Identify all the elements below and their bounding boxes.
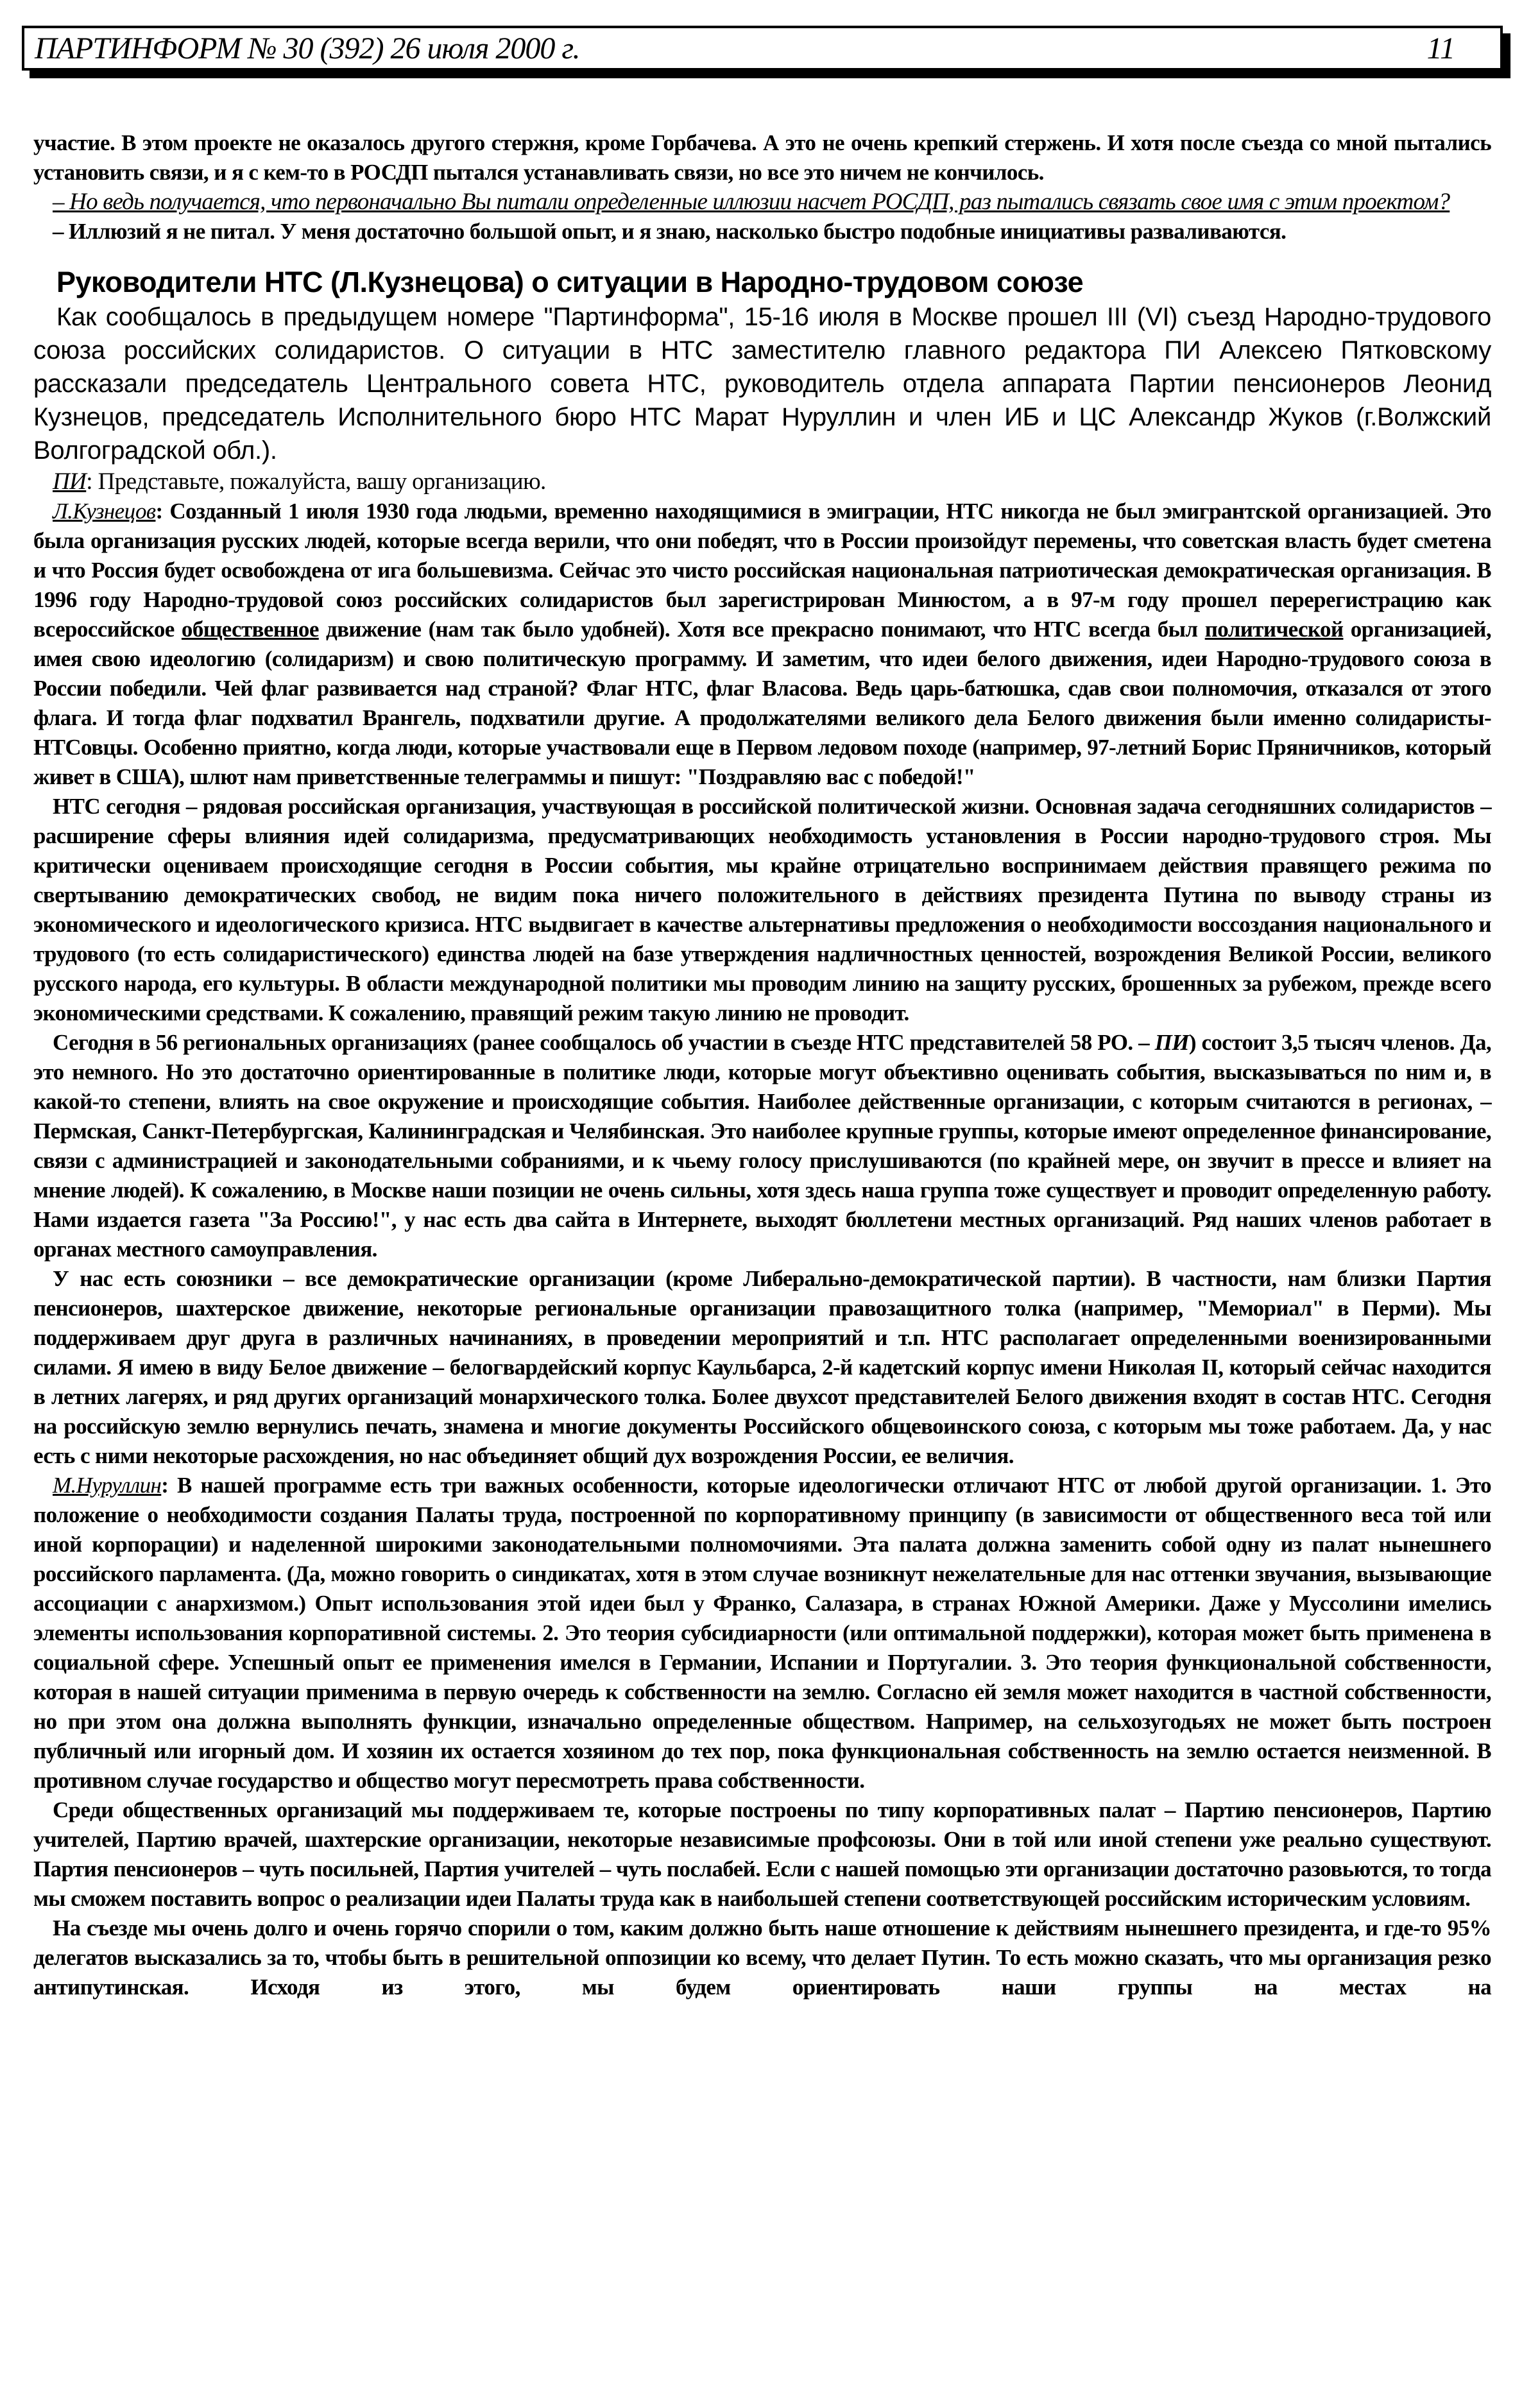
text-segment: У нас есть союзники – все демократические организации (кроме Либерально-демократической партии). В частности, нам близки Партия пенсионеров, шахтерское движение, некоторые региональные организации правозащитного толка (например, "Мемориал" в Перми). Мы поддерживаем друг друга в различных начинаниях, в проведении мероприятий и т.п. НТС располагает определенными военизированными силами. Я имею в виду Белое движение – белогвардейский корпус Каульбарса, 2-й кадетский корпус имени Николая II, который сейчас находится в летних лагерях, и ряд других организаций монархического толка. Более двухсот представителей Белого движения входят в состав НТС. Сегодня на российскую землю вернулись печать, знамена и многие документы Российского общевоинского союза, с которым мы тоже работаем. Да, у нас есть с ними некоторые расхождения, но нас объединяет общий дух возрождения России, ее величия. (33, 1266, 1491, 1468)
paragraph (33, 1264, 1491, 1471)
paragraph (33, 467, 1491, 497)
text-segment: общественное (181, 617, 319, 642)
text-segment: организацией, имея свою идеологию (солидаризм) и свою политическую программу. И заметим, что идеи белого движения, идеи Народно-трудового союза в России победили. Чей флаг развивается над страной? Флаг НТС, флаг Власова. Ведь царь-батюшка, сдав свои полномочия, отказался от этого флага. И тогда флаг подхватил Врангель, подхватили другие. А продолжателями великого дела Белого движения были именно солидаристы-НТСовцы. Особенно приятно, когда люди, которые участвовали еще в Первом ледовом походе (например, 97-летний Борис Пряничников, который живет в США), шлют нам приветственные телеграммы и пишут: "Поздравляю вас с победой!" (33, 617, 1491, 789)
page-number: 11 (1426, 31, 1455, 65)
paragraph (33, 1795, 1491, 1914)
paragraph (33, 1471, 1491, 1795)
text-segment: На съезде мы очень долго и очень горячо спорили о том, каким должно быть наше отношение к действиям нынешнего президента, и где-то 95% делегатов высказались за то, чтобы быть в решительной оппозиции ко всему, что делает Путин. То есть можно сказать, что мы организация резко антипутинская. Исходя из этого, мы будем ориентировать наши группы на местах на (33, 1915, 1491, 2000)
text-segment: Сегодня в 56 региональных организациях (ранее сообщалось об участии в съезде НТС представителей 58 РО. – (53, 1030, 1155, 1055)
paragraph (33, 792, 1491, 1028)
text-segment: : Созданный 1 июля 1930 года людьми, временно находящимися в эмиграции, НТС никогда не был эмигрантской организацией. Это была организация русских людей, которые всегда верили, что они победят, что в России произойдут перемены, что советская власть будет сметена и что Россия будет освобождена от ига большевизма. Сейчас это чисто российская национальная патриотическая демократическая организация. В 1996 году Народно-трудовой союз российских солидаристов был зарегистрирован Минюстом, а в 97-м году прошел перерегистрацию как всероссийское (33, 499, 1491, 642)
text-segment: – Иллюзий я не питал. У меня достаточно большой опыт, и я знаю, насколько быстро подобные инициативы разваливаются. (53, 219, 1287, 244)
text-segment: НТС сегодня – рядовая российская организация, участвующая в российской политической жизни. Основная задача сегодняшних солидаристов – расширение сферы влияния идей солидаризма, предусматривающих необходимость установления в России народно-трудового строя. Мы критически оцениваем происходящие сегодня в России события, мы крайне отрицательно воспринимаем действия правящего режима по свертыванию демократических свобод, не видим пока ничего положительного в действиях президента Путина по выводу страны из экономического и идеологического кризиса. НТС выдвигает в качестве альтернативы предложения о необходимости воссоздания национального и трудового (то есть солидаристического) единства людей на базе утверждения надличностных ценностей, возрождения Великой России, великого русского народа, его культуры. В области международной политики мы проводим линию на защиту русских, брошенных за рубежом, прежде всего экономическими средствами. К сожалению, правящий режим такую линию не проводит. (33, 794, 1491, 1025)
publication-title: ПАРТИНФОРМ № 30 (392) 26 июля 2000 г. (35, 31, 580, 65)
text-segment: политической (1204, 617, 1344, 642)
text-segment: движение (нам так было удобней). Хотя все прекрасно понимают, что НТС всегда был (318, 617, 1205, 642)
article-lead: Как сообщалось в предыдущем номере "Партинформа", 15-16 июля в Москве прошел III (VI) съезд Народно-трудового союза российских солидаристов. О ситуации в НТС заместителю главного редактора ПИ Алексею Пятковскому рассказали председатель Центрального совета НТС, руководитель отдела аппарата Партии пенсионеров Леонид Кузнецов, председатель Исполнительного бюро НТС Марат Нуруллин и член ИБ и ЦС Александр Жуков (г.Волжский Волгоградской обл.). (33, 303, 1491, 465)
speaker-name: ПИ (53, 468, 87, 495)
text-segment: : В нашей программе есть три важных особенности, которые идеологически отличают НТС от любой другой организации. 1. Это положение о необходимости создания Палаты труда, построенной по корпоративному принципу (в зависимости от общественного веса той или иной корпорации) и наделенной широкими законодательными полномочиями. Эта палата должна заменить собой одну из палат нынешнего российского парламента. (Да, можно говорить о синдикатах, хотя в этом случае возникнут нежелательные для нас оттенки звучания, вызывающие ассоциации с анархизмом.) Опыт использования этой идеи был у Франко, Салазара, в странах Южной Америки. Даже у Муссолини имелись элементы использования корпоративной системы. 2. Это теория субсидиарности (или оптимальной поддержки), которая может быть применена в социальной сфере. Успешный опыт ее применения имелся в Германии, Испании и Португалии. 3. Это теория функциональной собственности, которая в нашей ситуации применима в первую очередь к собственности на землю. Согласно ей земля может находится в частной собственности, но при этом она должна выполнять функции, изначально определенные обществом. Например, на сельхозугодьях не может быть построен публичный или игорный дом. И хозяин их остается хозяином до тех пор, пока функциональная собственность на землю остается неизменной. В противном случае государство и общество могут пересмотреть права собственности. (33, 1473, 1491, 1793)
text-segment: Среди общественных организаций мы поддерживаем те, которые построены по типу корпоративных палат – Партию пенсионеров, Партию учителей, Партию врачей, шахтерские организации, некоторые независимые профсоюзы. Они в той или иной степени уже реально существуют. Партия пенсионеров – чуть посильней, Партия учителей – чуть послабей. Если с нашей помощью эти организации достаточно разовьются, то тогда мы сможем поставить вопрос о реализации идеи Палаты труда как в наибольшей степени соответствующей российским историческим условиям. (33, 1797, 1491, 1911)
speaker-name: Л.Кузнецов (53, 499, 156, 524)
paragraph (33, 217, 1491, 246)
paragraph (33, 128, 1491, 187)
paragraph (33, 1914, 1491, 2002)
text-segment: ПИ (1154, 1030, 1189, 1055)
article-heading: Руководители НТС (Л.Кузнецова) о ситуации в Народно-трудовом союзе (56, 266, 1084, 298)
text-segment: – Но ведь получается, что первоначально Вы питали определенные иллюзии насчет РОСДП, раз пытались связать свое имя с этим проектом? (53, 189, 1450, 215)
text-segment: ) состоит 3,5 тысяч членов. Да, это немного. Но это достаточно ориентированные в политике люди, которые могут объективно оценивать события, высказываться по ним и, в какой-то степени, влиять на свое окружение и происходящие события. Наиболее действенные организации, с которым считаются в регионах, – Пермская, Санкт-Петербургская, Калининградская и Челябинская. Это наиболее крупные группы, которые имеют определенное финансирование, связи с администрацией и законодательными собраниями, и к чьему голосу прислушиваются (по крайней мере, он звучит в прессе и влияет на мнение людей). К сожалению, в Москве наши позиции не очень сильны, хотя здесь наша группа тоже существует и проводит определенную работу. Нами издается газета "За Россию!", у нас есть два сайта в Интернете, выходят бюллетени местных организаций. Ряд наших членов работает в органах местного самоуправления. (33, 1030, 1491, 1262)
page-header (22, 26, 1503, 71)
article (33, 128, 1491, 2002)
paragraph (33, 497, 1491, 792)
previous-article-end (33, 128, 1491, 246)
speaker-name: М.Нуруллин (53, 1473, 162, 1498)
text-segment: : Представьте, пожалуйста, вашу организацию. (86, 468, 546, 495)
paragraph (33, 187, 1491, 217)
text-segment: участие. В этом проекте не оказалось другого стержня, кроме Горбачева. А это не очень крепкий стержень. И хотя после съезда со мной пытались установить связи, и я с кем-то в РОСДП пытался устанавливать связи, но все это ничем не кончилось. (33, 130, 1491, 185)
article-body (33, 467, 1491, 2002)
paragraph (33, 1028, 1491, 1264)
